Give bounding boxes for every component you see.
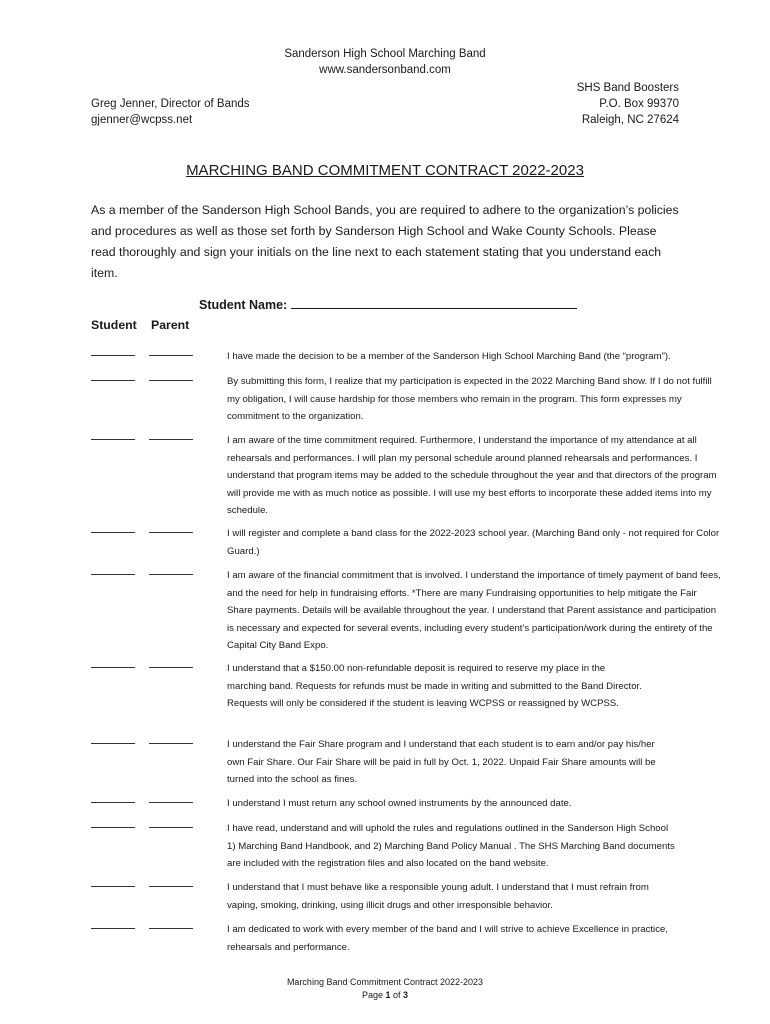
student-initials-line[interactable]: [91, 928, 135, 929]
director-block: [91, 96, 250, 128]
student-initials-line[interactable]: [91, 355, 135, 356]
parent-column-header: Parent: [151, 318, 190, 332]
statement-text: I have read, understand and will uphold the rules and regulations outlined in the Sanderson High School 1) Marching Band Handbook, and 2) Marching Band Policy Manual . The SHS Marching Band documents are included with the registration files and also located on the band website.: [227, 823, 675, 869]
parent-initials-line[interactable]: [149, 532, 193, 533]
statement-text: I am aware of the time commitment required. Furthermore, I understand the importance of my attendance at all rehearsals and performances. I will plan my personal schedule around planned rehearsals and performances. I understand that program items may be added to the schedule throughout the year and that directors of the program will provide me with as much notice as possible. I will use my best efforts to incorporate these added items into my schedule.: [227, 435, 717, 516]
parent-initials-line[interactable]: [149, 574, 193, 575]
boosters-name: SHS Band Boosters: [576, 82, 679, 94]
student-initials-line[interactable]: [91, 802, 135, 803]
statement-text: I have made the decision to be a member of the Sanderson High School Marching Band (the “program”).: [227, 351, 671, 362]
parent-initials-line[interactable]: [149, 439, 193, 440]
statement-text: I am dedicated to work with every member of the band and I will strive to achieve Excellence in practice, rehearsals and performance.: [227, 924, 668, 953]
boosters-city: Raleigh, NC 27624: [581, 114, 679, 126]
footer-title: Marching Band Commitment Contract 2022-2023: [286, 977, 484, 987]
statement-text: I will register and complete a band class for the 2022-2023 school year. (Marching Band only - not required for Color Guard.): [227, 528, 720, 557]
statement-text: I am aware of the financial commitment that is involved. I understand the importance of timely payment of band fees, and the need for help in fundraising efforts. *There are many Fundraising opportunities to help mitigate the Fair Share payments. Details will be available throughout the year. I understand that Parent assistance and participation is necessary and expected for several events, including every student’s participation/work during the entirety of the Capital City Band Expo.: [227, 570, 721, 651]
director-email: gjenner@wcpss.net: [91, 114, 193, 126]
school-website: www.sandersonband.com: [319, 64, 451, 76]
student-name-field[interactable]: [199, 296, 577, 312]
student-name-label: Student Name:: [199, 298, 288, 312]
boosters-box: P.O. Box 99370: [599, 98, 679, 110]
parent-initials-line[interactable]: [149, 827, 193, 828]
parent-initials-line[interactable]: [149, 928, 193, 929]
student-initials-line[interactable]: [91, 439, 135, 440]
student-initials-line[interactable]: [91, 743, 135, 744]
student-initials-line[interactable]: [91, 532, 135, 533]
boosters-block: [577, 80, 679, 128]
parent-initials-line[interactable]: [149, 355, 193, 356]
parent-initials-line[interactable]: [149, 743, 193, 744]
school-name: Sanderson High School Marching Band: [284, 48, 486, 60]
student-initials-line[interactable]: [91, 574, 135, 575]
statement-text: By submitting this form, I realize that my participation is expected in the 2022 Marching Band show. If I do not fulfill my obligation, I will cause hardship for those members who remain in the program. This form expresses my commitment to the organization.: [227, 376, 712, 422]
statement-text: I understand that I must behave like a responsible young adult. I understand that I must refrain from vaping, smoking, drinking, using illicit drugs and other irresponsible behavior.: [227, 882, 649, 911]
parent-initials-line[interactable]: [149, 802, 193, 803]
student-name-line[interactable]: [291, 296, 577, 309]
student-initials-line[interactable]: [91, 886, 135, 887]
statement-text: I understand I must return any school owned instruments by the announced date.: [227, 798, 572, 809]
intro-paragraph: As a member of the Sanderson High School Bands, you are required to adhere to the organization’s policies and procedures as well as those set forth by Sanderson High School and Wake County Schools. Please read thoroughly and sign your initials on the line next to each statement stating that you understand each item.: [91, 203, 679, 280]
student-initials-line[interactable]: [91, 827, 135, 828]
statement-text: I understand that a $150.00 non-refundable deposit is required to reserve my place in the marching band. Requests for refunds must be made in writing and submitted to the Band Director. Requests will only be considered if the student is leaving WCPSS or reassigned by WCPSS.: [227, 663, 642, 709]
student-column-header: Student: [91, 318, 137, 332]
page-number: Page 1 of 3: [361, 990, 409, 1000]
statement-text: I understand the Fair Share program and I understand that each student is to earn and/or pay his/her own Fair Share. Our Fair Share will be paid in full by Oct. 1, 2022. Unpaid Fair Share amounts will be turned into the school as fines.: [227, 739, 656, 785]
parent-initials-line[interactable]: [149, 667, 193, 668]
contract-title: MARCHING BAND COMMITMENT CONTRACT 2022-2023: [186, 162, 584, 179]
student-initials-line[interactable]: [91, 667, 135, 668]
director-name: Greg Jenner, Director of Bands: [91, 98, 250, 110]
parent-initials-line[interactable]: [149, 886, 193, 887]
parent-initials-line[interactable]: [149, 380, 193, 381]
student-initials-line[interactable]: [91, 380, 135, 381]
